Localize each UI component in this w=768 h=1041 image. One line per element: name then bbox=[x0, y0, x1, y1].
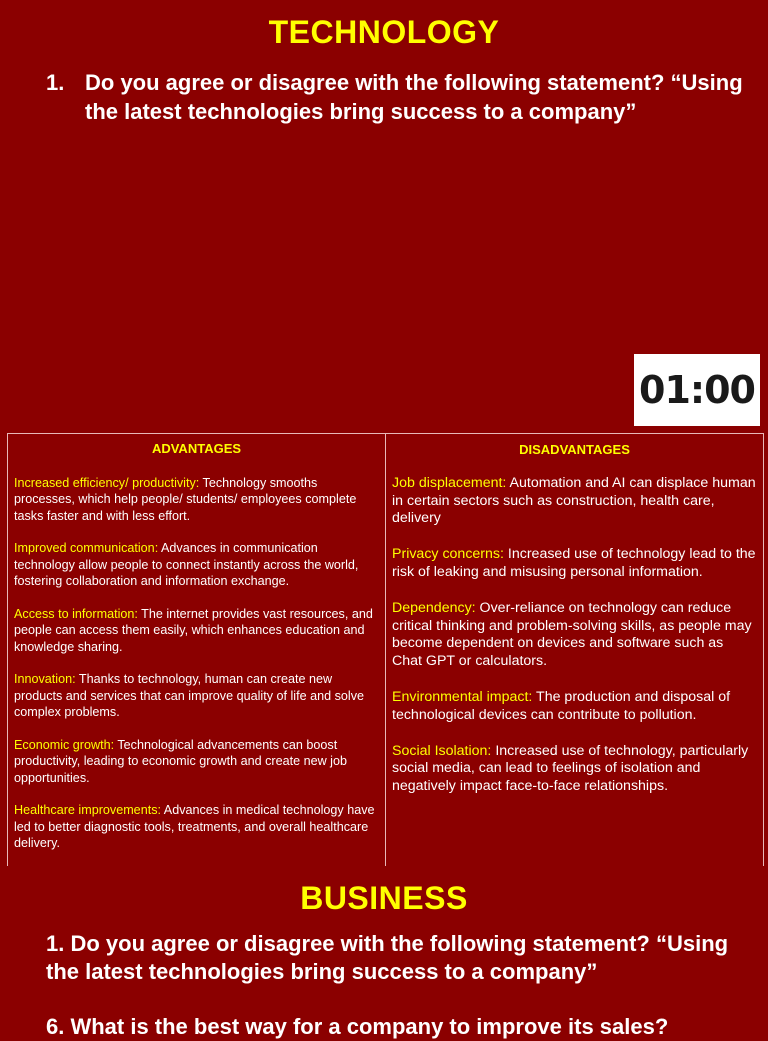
technology-title: TECHNOLOGY bbox=[268, 14, 500, 50]
advantages-header: ADVANTAGES bbox=[151, 441, 242, 456]
advantage-keyword: Economic growth: bbox=[14, 737, 115, 752]
disadvantage-item bbox=[392, 546, 757, 582]
advantage-text: Technological advancements can boost productivity, leading to economic growth and create new job opportunities. bbox=[14, 737, 347, 785]
advantage-item bbox=[14, 475, 379, 525]
advantage-text: Thanks to technology, human can create new products and services that can improve quality of life and solve complex problems. bbox=[14, 672, 365, 719]
disadvantage-keyword: Social Isolation: bbox=[392, 742, 492, 759]
advantage-text: Advances in communication technology allow people to connect instantly across the world, fostering collaboration and information exchange. bbox=[14, 541, 359, 588]
disadvantage-text: Automation and AI can displace human in certain sectors such as construction, health care, delivery bbox=[392, 474, 756, 527]
advantage-keyword: Innovation: bbox=[14, 672, 76, 686]
disadvantage-item bbox=[392, 475, 757, 528]
advantage-item bbox=[14, 802, 379, 852]
disadvantage-text: The production and disposal of technological devices can contribute to pollution. bbox=[392, 688, 731, 723]
question-text: Do you agree or disagree with the following statement? “Using the latest technologies bring success to a company” bbox=[85, 70, 743, 124]
disadvantage-item bbox=[392, 689, 757, 725]
disadvantage-keyword: Job displacement: bbox=[392, 474, 507, 491]
timer: 01:00 bbox=[634, 354, 760, 426]
question-number: 1. bbox=[46, 70, 65, 95]
advantages-list bbox=[14, 475, 379, 852]
business-title: BUSINESS bbox=[300, 880, 468, 916]
advantage-keyword: Access to information: bbox=[14, 606, 138, 621]
advantage-item bbox=[14, 606, 379, 656]
advantages-column bbox=[8, 434, 386, 866]
disadvantages-column bbox=[386, 434, 763, 866]
disadvantages-header: DISADVANTAGES bbox=[519, 442, 630, 457]
disadvantage-item bbox=[392, 743, 757, 796]
pros-cons-table bbox=[7, 433, 764, 866]
advantage-item bbox=[14, 737, 379, 787]
technology-question bbox=[46, 68, 746, 126]
disadvantage-keyword: Dependency: bbox=[392, 599, 476, 616]
disadvantage-text: Increased use of technology lead to the risk of leaking and misusing personal information. bbox=[392, 546, 756, 580]
disadvantages-list bbox=[392, 475, 757, 796]
disadvantage-keyword: Environmental impact: bbox=[392, 688, 533, 705]
advantage-text: The internet provides vast resources, and people can access them easily, which enhances education and knowledge sharing. bbox=[14, 606, 373, 654]
disadvantage-text: Increased use of technology, particularly social media, can lead to feelings of isolation and negatively impact face-to-face relationships. bbox=[392, 742, 749, 795]
advantage-text: Technology smooths processes, which help people/ students/ employees complete tasks faster and with less effort. bbox=[14, 475, 357, 523]
disadvantage-item bbox=[392, 600, 757, 671]
advantage-keyword: Increased efficiency/ productivity: bbox=[14, 475, 200, 490]
business-question-6: 6. What is the best way for a company to improve its sales? bbox=[46, 1014, 669, 1039]
advantage-keyword: Healthcare improvements: bbox=[14, 803, 161, 817]
advantage-item bbox=[14, 671, 379, 721]
advantage-keyword: Improved communication: bbox=[14, 541, 159, 555]
disadvantage-text: Over-reliance on technology can reduce critical thinking and problem-solving skills, as people may become dependent on devices and software such as Chat GPT or calculators. bbox=[392, 599, 752, 670]
advantage-item bbox=[14, 540, 379, 590]
business-question-1: 1. Do you agree or disagree with the following statement? “Using the latest technologies bring success to a company” bbox=[46, 931, 729, 984]
disadvantage-keyword: Privacy concerns: bbox=[392, 546, 504, 563]
advantage-text: Advances in medical technology have led to better diagnostic tools, treatments, and overall healthcare delivery. bbox=[14, 803, 375, 850]
